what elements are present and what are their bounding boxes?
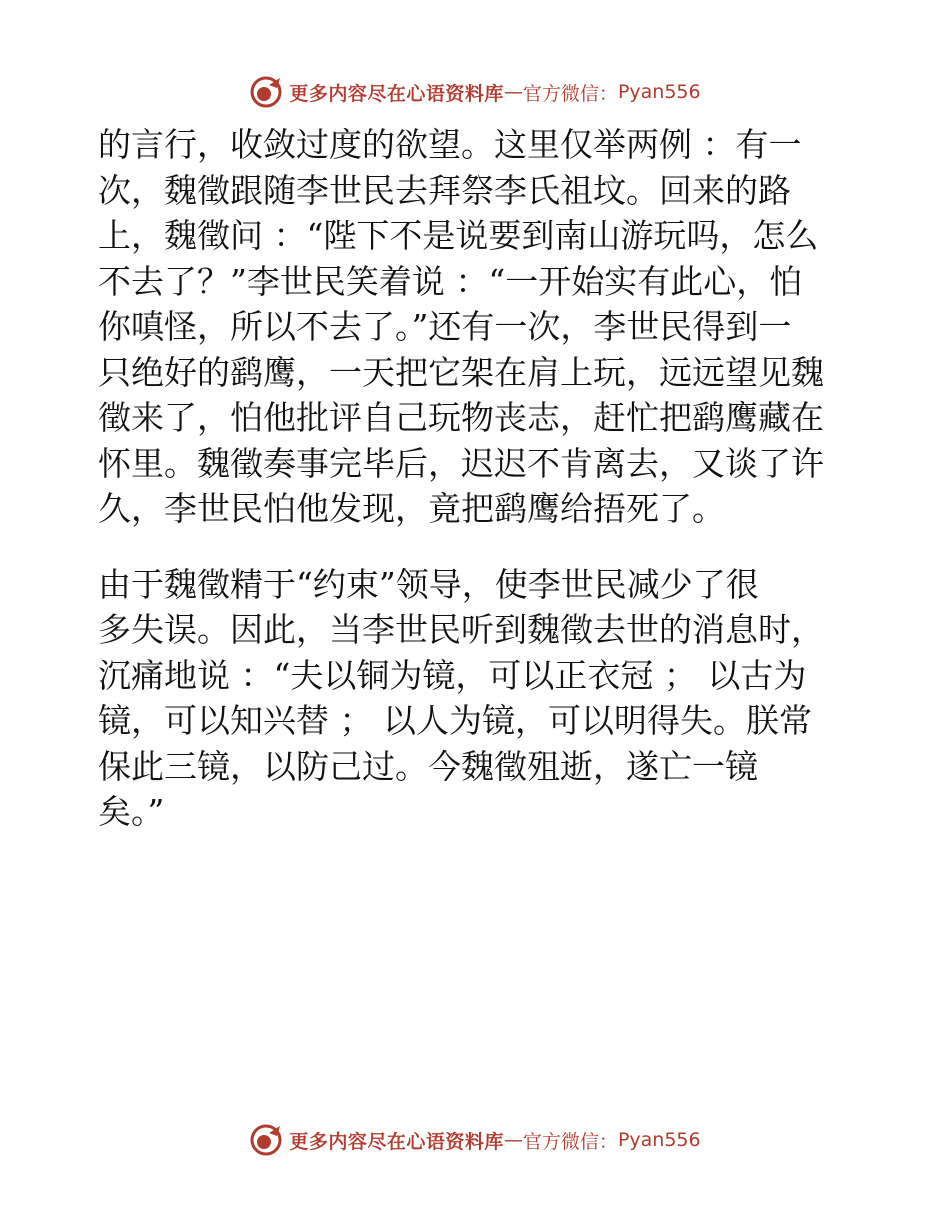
text-line: 镜，可以知兴替 ； 以人为镜，可以明得失。朕常 xyxy=(98,701,812,740)
text-line: 由于魏徵精于“约束”领导，使李世民减少了很 xyxy=(98,564,759,604)
footer-wechat-label: 官方微信： xyxy=(522,1130,618,1153)
text-line: 的言行，收敛过度的欲望。这里仅举两例 ：有一 xyxy=(98,125,802,164)
header-dash: — xyxy=(503,81,523,103)
text-line: 徵来了，怕他批评自己玩物丧志，赶忙把鹞鹰藏在 xyxy=(98,398,824,437)
header-wechat-label: 官方微信： xyxy=(522,82,618,105)
footer-wechat-id: Pyan556 xyxy=(617,1129,701,1151)
header-slogan: 更多内容尽在心语资料库 xyxy=(289,82,504,105)
paragraph-2 xyxy=(98,562,858,835)
document-body xyxy=(98,122,858,835)
text-line: 多失误。因此，当李世民听到魏徵去世的消息时， xyxy=(98,610,824,649)
text-line: 久，李世民怕他发现，竟把鹞鹰给捂死了。 xyxy=(98,489,725,528)
text-line: 矣。” xyxy=(98,792,165,831)
header-wechat-id: Pyan556 xyxy=(617,81,701,103)
text-line: 只绝好的鹞鹰，一天把它架在肩上玩，远远望见魏 xyxy=(98,352,824,392)
footer-banner xyxy=(0,1120,950,1160)
text-line: 保此三镜，以防己过。今魏徵殂逝，遂亡一镜 xyxy=(98,746,758,786)
text-line: 沉痛地说 ：“夫以铜为镜，可以正衣冠 ； 以古为 xyxy=(98,655,807,695)
header-banner xyxy=(0,72,950,112)
brand-logo-icon xyxy=(249,75,283,109)
footer-slogan: 更多内容尽在心语资料库 xyxy=(289,1130,504,1153)
footer-dash: — xyxy=(503,1129,523,1151)
brand-logo-icon xyxy=(249,1123,283,1157)
text-line: 你嗔怪，所以不去了。”还有一次，李世民得到一 xyxy=(98,307,792,346)
text-line: 上，魏徵问 ：“陛下不是说要到南山游玩吗，怎么 xyxy=(98,216,819,255)
paragraph-1 xyxy=(98,122,858,532)
text-line: 怀里。魏徵奏事完毕后，迟迟不肯离去，又谈了许 xyxy=(98,443,824,483)
text-line: 次，魏徵跟随李世民去拜祭李氏祖坟。回来的路 xyxy=(98,170,791,210)
text-line: 不去了？”李世民笑着说 ：“一开始实有此心，怕 xyxy=(98,261,803,301)
